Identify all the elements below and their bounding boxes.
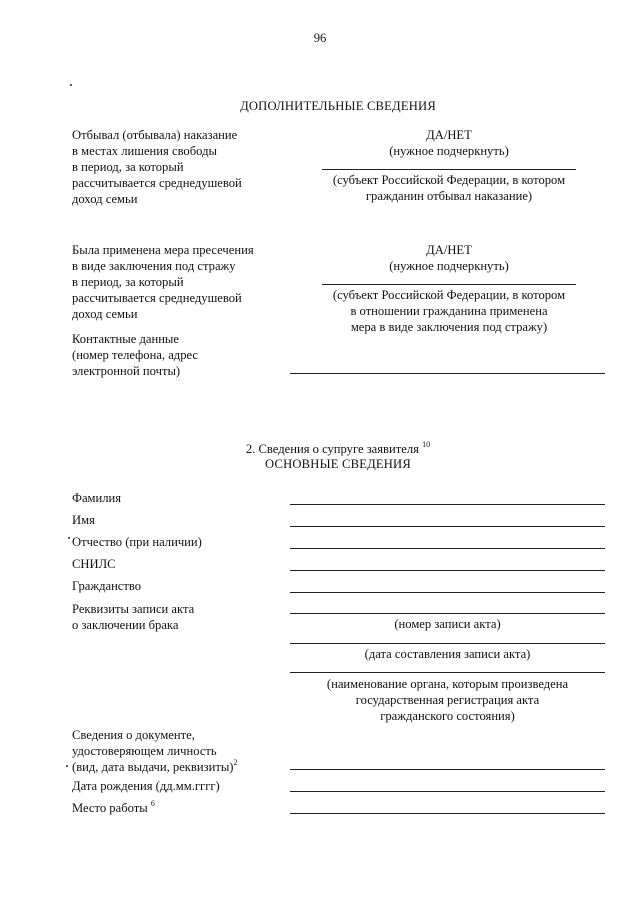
patronymic-label: Отчество (при наличии) bbox=[72, 535, 202, 549]
custody-measure-subject-caption: (субъект Российской Федерации, в котором в отношении гражданина применена мера в виде заключения под стражу) bbox=[332, 288, 566, 334]
registry-body-caption: (наименование органа, которым произведена государственная регистрация акта гражданского состояния) bbox=[326, 677, 569, 723]
workplace-label-text: Место работы bbox=[72, 801, 148, 815]
contacts-label: Контактные данные (номер телефона, адрес электронной почты) bbox=[72, 332, 198, 378]
marriage-record-label: Реквизиты записи акта о заключении брака bbox=[72, 602, 195, 632]
surname-label: Фамилия bbox=[72, 491, 122, 505]
served-sentence-subject-caption: (субъект Российской Федерации, в котором гражданин отбывал наказание) bbox=[332, 173, 566, 203]
basic-info-heading: ОСНОВНЫЕ СВЕДЕНИЯ bbox=[265, 457, 411, 471]
snils-field-line[interactable] bbox=[290, 570, 605, 571]
record-number-line[interactable] bbox=[290, 613, 605, 614]
id-document-footnote: 2 bbox=[233, 757, 238, 767]
custody-measure-subject-line[interactable] bbox=[322, 284, 576, 285]
id-document-label bbox=[72, 727, 282, 775]
workplace-footnote: 6 bbox=[150, 798, 155, 808]
workplace-label bbox=[72, 800, 155, 816]
page-number: 96 bbox=[313, 31, 327, 45]
served-sentence-subject-line[interactable] bbox=[322, 169, 576, 170]
served-sentence-label: Отбывал (отбывала) наказание в местах лишения свободы в период, за который рассчитывается среднедушевой доход семьи bbox=[72, 128, 242, 206]
name-field-line[interactable] bbox=[290, 526, 605, 527]
name-label: Имя bbox=[72, 513, 95, 527]
served-sentence-hint: (нужное подчеркнуть) bbox=[389, 144, 509, 158]
citizenship-field-line[interactable] bbox=[290, 592, 605, 593]
spouse-section-footnote: 10 bbox=[422, 439, 431, 449]
record-date-caption: (дата составления записи акта) bbox=[364, 647, 531, 661]
scan-speck bbox=[66, 765, 68, 767]
id-document-field-line[interactable] bbox=[290, 769, 605, 770]
spouse-section-title-text: 2. Сведения о супруге заявителя bbox=[245, 442, 419, 456]
custody-measure-hint: (нужное подчеркнуть) bbox=[389, 259, 509, 273]
patronymic-field-line[interactable] bbox=[290, 548, 605, 549]
custody-measure-label: Была применена мера пресечения в виде заключения под стражу в период, за который рассчитывается среднедушевой доход семьи bbox=[72, 243, 254, 321]
record-number-caption: (номер записи акта) bbox=[394, 617, 501, 631]
surname-field-line[interactable] bbox=[290, 504, 605, 505]
record-date-line[interactable] bbox=[290, 643, 605, 644]
id-document-label-text: Сведения о документе, удостоверяющем личность (вид, дата выдачи, реквизиты) bbox=[72, 728, 234, 774]
scan-speck bbox=[68, 537, 70, 539]
spouse-section-title bbox=[0, 441, 640, 457]
contacts-field-line[interactable] bbox=[290, 373, 605, 374]
registry-body-line[interactable] bbox=[290, 672, 605, 673]
scan-speck bbox=[70, 84, 72, 86]
birth-date-field-line[interactable] bbox=[290, 791, 605, 792]
snils-label: СНИЛС bbox=[72, 557, 116, 571]
custody-measure-yes-no[interactable]: ДА/НЕТ bbox=[426, 243, 472, 257]
citizenship-label: Гражданство bbox=[72, 579, 142, 593]
workplace-field-line[interactable] bbox=[290, 813, 605, 814]
birth-date-label: Дата рождения (дд.мм.гггг) bbox=[72, 779, 220, 793]
additional-info-heading: ДОПОЛНИТЕЛЬНЫЕ СВЕДЕНИЯ bbox=[240, 99, 436, 113]
served-sentence-yes-no[interactable]: ДА/НЕТ bbox=[426, 128, 472, 142]
